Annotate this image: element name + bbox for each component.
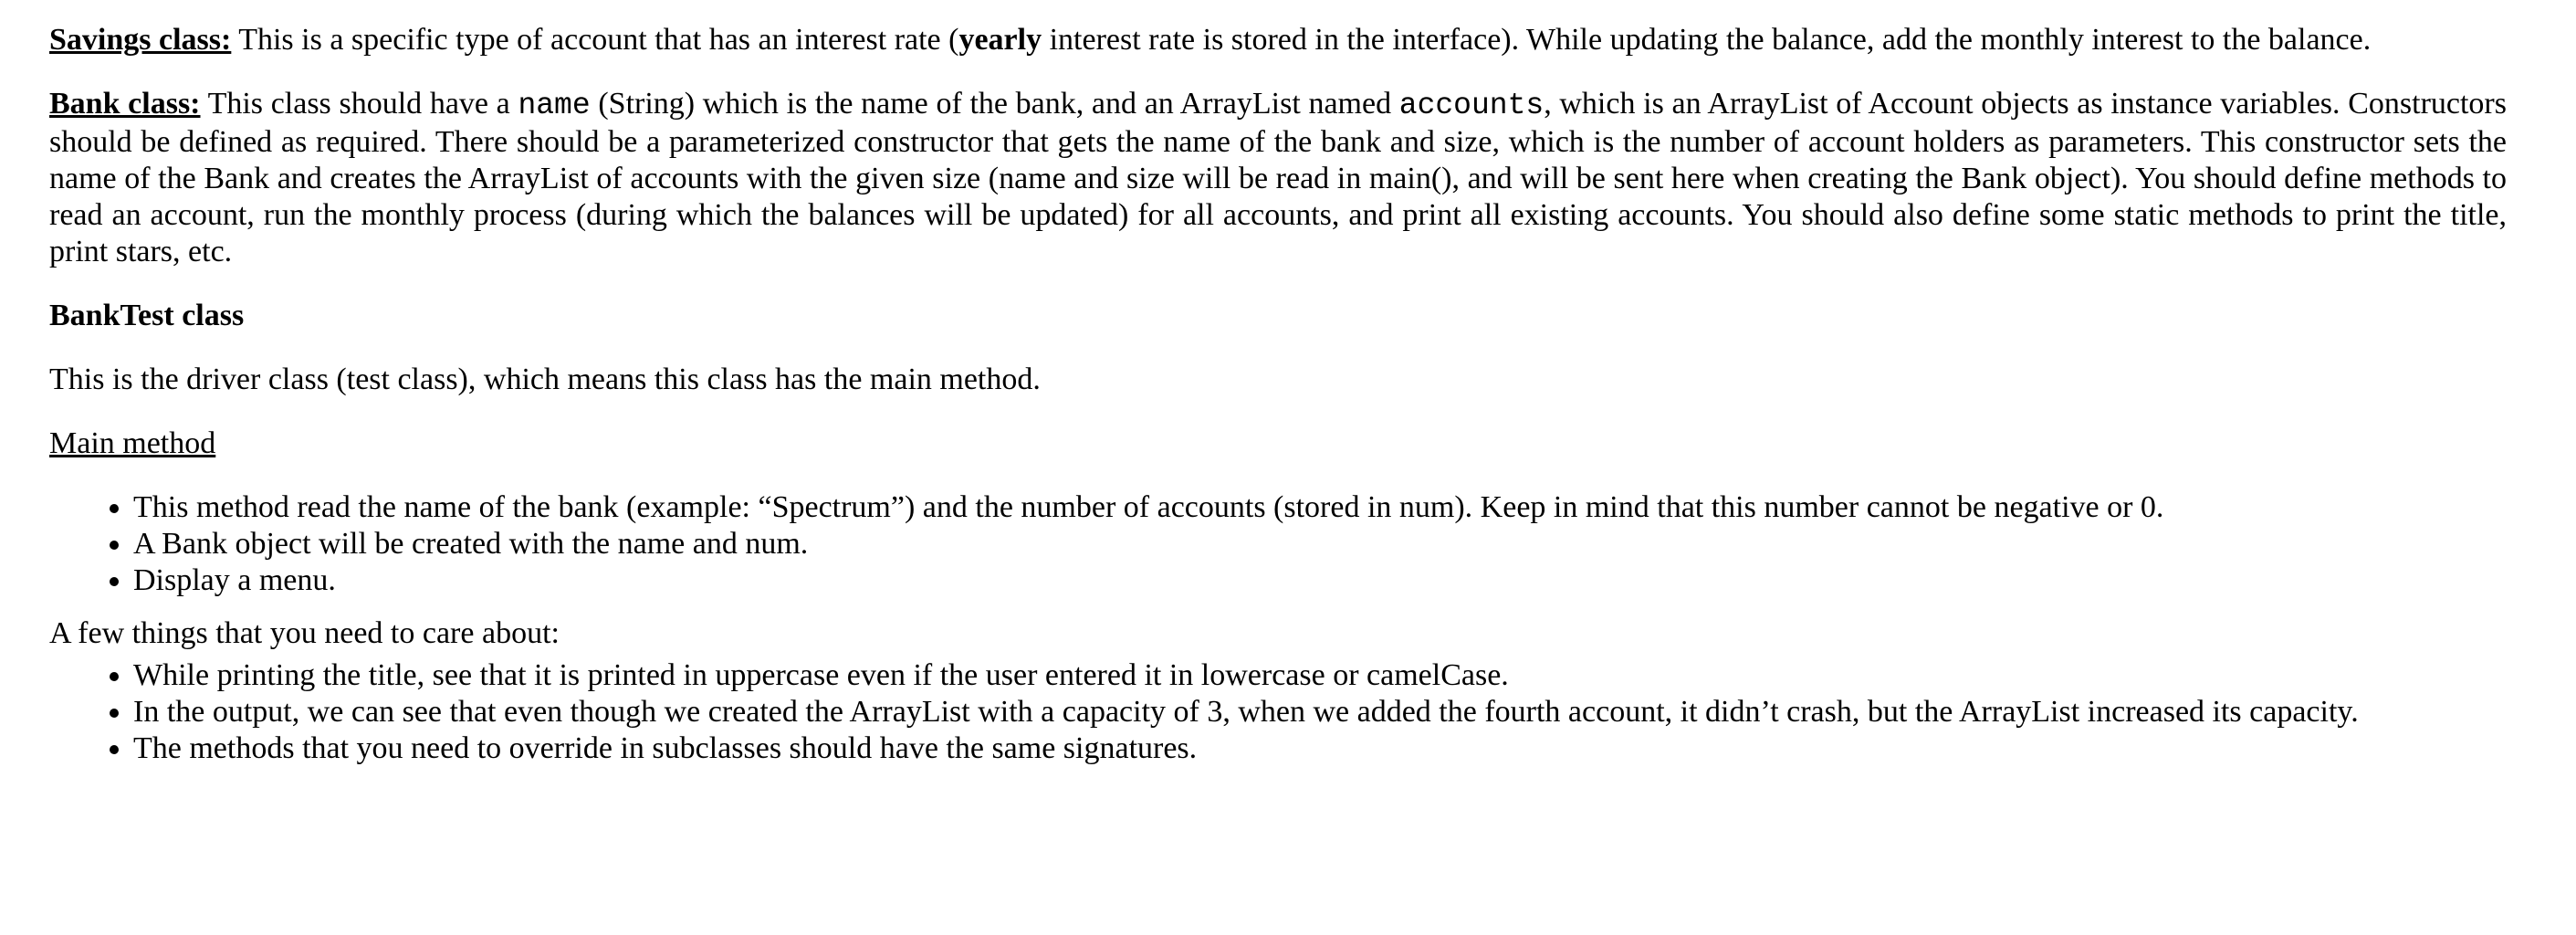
list-item: • The methods that you need to override in subclasses should have the same signatures. — [133, 730, 2507, 767]
banktest-heading: BankTest class — [49, 299, 245, 332]
main-method-list — [49, 489, 2507, 599]
bank-code-name: name — [518, 89, 591, 122]
bank-heading: Bank class: — [49, 87, 201, 121]
savings-text-after: interest rate is stored in the interface). While updating the balance, add the monthly interest to the balance. — [1042, 23, 2372, 57]
bank-text-3: , which is an ArrayList of Account objects as instance variables. Constructors should be defined as required. There should be a parameterized constructor that gets the name of the bank and size, which is the number of account holders as parameters. This constructor sets the name of the Bank and creates the ArrayList of accounts with the given size (name and size will be read in main(), and will be sent here when creating the Bank object). You should define methods to read an account, run the monthly process (during which the balances will be updated) for all accounts, and print all existing accounts. You should also define some static methods to print the title, print stars, etc. — [49, 87, 2507, 268]
list-item: • Display a menu. — [133, 562, 2507, 599]
banktest-description: This is the driver class (test class), which means this class has the main method. — [49, 362, 1041, 396]
savings-text-before: This is a specific type of account that has an interest rate ( — [231, 23, 959, 57]
list-item: • This method read the name of the bank (example: “Spectrum”) and the number of accounts (stored in num). Keep in mind that this number cannot be negative or 0. — [133, 489, 2507, 526]
bank-text-1: This class should have a — [200, 87, 518, 121]
bank-paragraph — [49, 86, 2507, 270]
document-page — [49, 22, 2507, 767]
list-item: • A Bank object will be created with the name and num. — [133, 526, 2507, 562]
list-item: • While printing the title, see that it is printed in uppercase even if the user entered it in lowercase or camelCase. — [133, 657, 2507, 694]
care-intro: A few things that you need to care about: — [49, 616, 560, 650]
bank-code-accounts: accounts — [1398, 89, 1545, 122]
savings-paragraph — [49, 22, 2507, 58]
care-list — [49, 657, 2507, 767]
savings-bold-word: yearly — [958, 23, 1042, 57]
list-item: • In the output, we can see that even though we created the ArrayList with a capacity of 3, when we added the fourth account, it didn’t crash, but the ArrayList increased its capacity. — [133, 694, 2507, 730]
savings-heading: Savings class: — [49, 23, 232, 57]
main-method-heading: Main method — [49, 426, 216, 460]
bank-text-2: (String) which is the name of the bank, and an ArrayList named — [590, 87, 1399, 121]
